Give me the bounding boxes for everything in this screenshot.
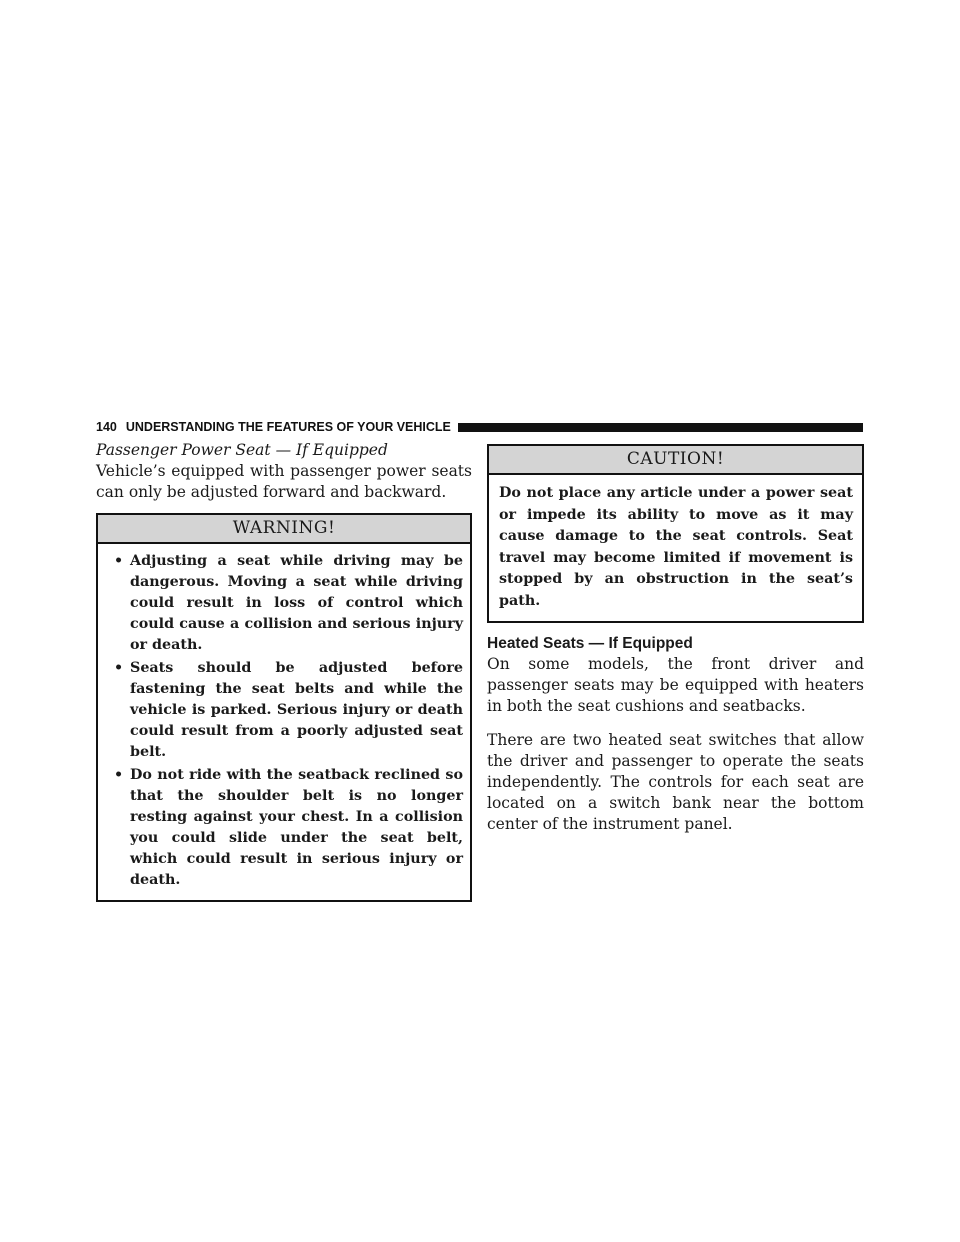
warning-item: [106, 765, 463, 891]
heated-seats-paragraph: On some models, the front driver and passenger seats may be equipped with heaters in both the seat cushions and seatbacks.: [487, 655, 864, 715]
warning-item-text: Do not ride with the seatback reclined so that the shoulder belt is no longer resting against your chest. In a collision you could slide under the seat belt, which could result in serious injury or death.: [130, 767, 463, 888]
warning-item: [106, 551, 463, 656]
warning-item: [106, 658, 463, 763]
warning-item-text: Adjusting a seat while driving may be dangerous. Moving a seat while driving could result in loss of control which could cause a collision and serious injury or death.: [130, 553, 463, 653]
caution-text: Do not place any article under a power seat or impede its ability to move as it may cause damage to the seat controls. Seat travel may become limited if movement is stopped by an obstruction in the seat’s path.: [499, 485, 853, 609]
heated-seats-paragraph: There are two heated seat switches that allow the driver and passenger to operate the seats independently. The controls for each seat are located on a switch bank near the bottom center of the instrument panel.: [487, 731, 864, 833]
bullet-icon: •: [114, 553, 124, 569]
header-rule: [458, 423, 863, 432]
right-column: [487, 444, 864, 835]
section-title: UNDERSTANDING THE FEATURES OF YOUR VEHICLE: [125, 420, 451, 434]
left-column: [96, 440, 472, 902]
warning-list: [98, 544, 470, 900]
caution-title: CAUTION!: [489, 446, 862, 475]
warning-item-text: Seats should be adjusted before fastening the seat belts and while the vehicle is parked. Serious injury or death could result from a poorly adjusted seat belt.: [130, 660, 463, 760]
passenger-power-seat-heading: Passenger Power Seat — If Equipped: [96, 441, 388, 459]
page-header: [96, 419, 863, 435]
warning-box: [96, 513, 472, 902]
bullet-icon: •: [114, 660, 124, 676]
heated-seats-heading: Heated Seats — If Equipped: [487, 635, 693, 652]
warning-title: WARNING!: [98, 515, 470, 544]
page-number: 140: [96, 420, 117, 434]
caution-box: [487, 444, 864, 623]
bullet-icon: •: [114, 767, 124, 783]
passenger-power-seat-intro: Vehicle’s equipped with passenger power seats can only be adjusted forward and backward.: [96, 462, 472, 501]
